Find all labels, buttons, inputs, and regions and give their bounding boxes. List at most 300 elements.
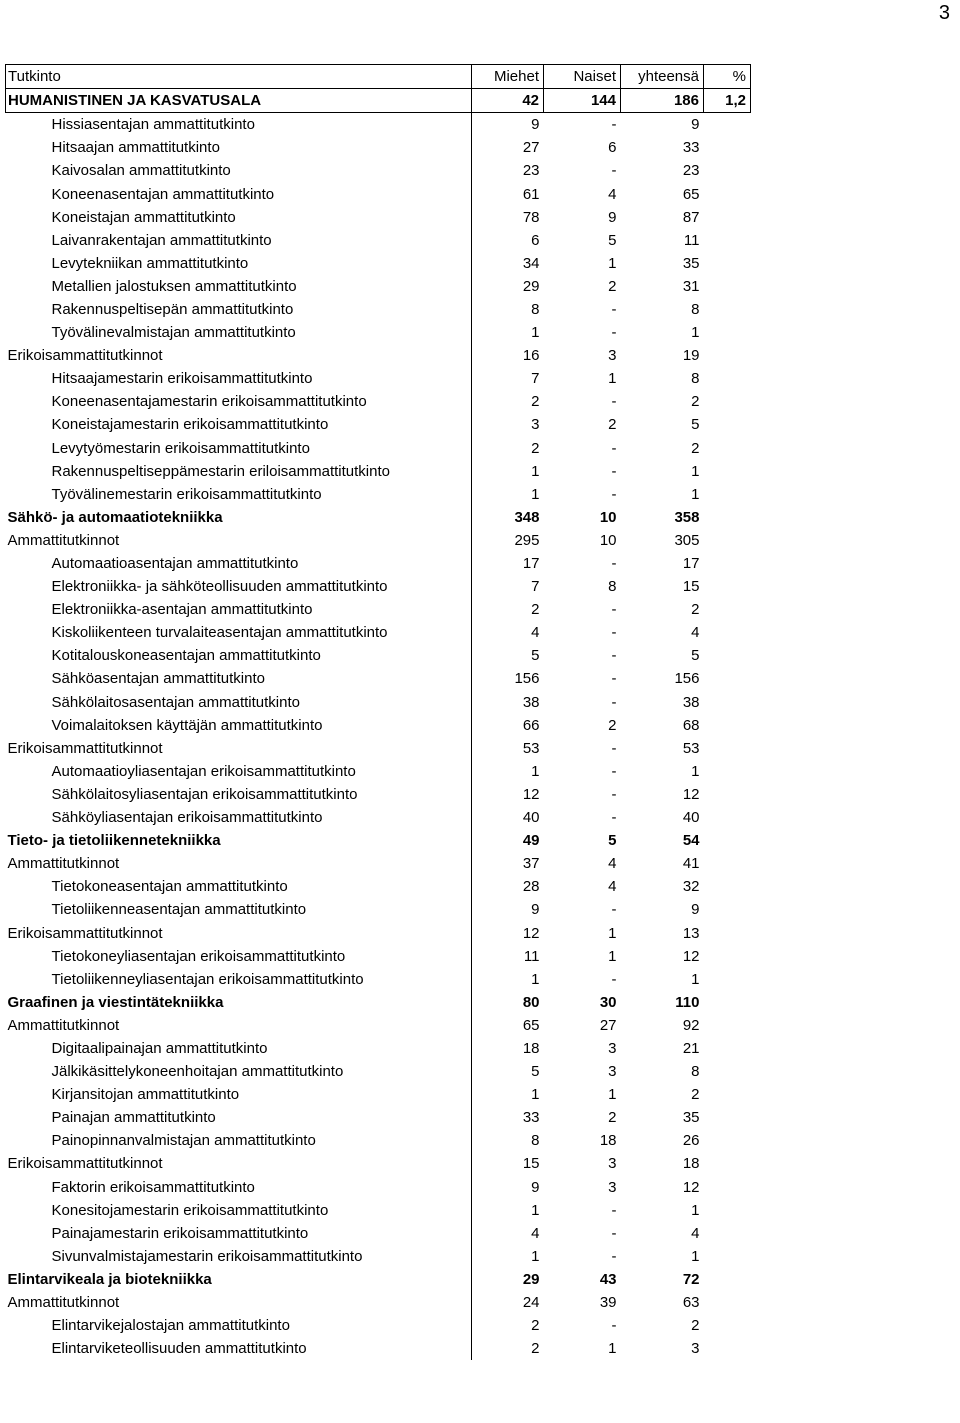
cell-men: 40 [522, 809, 540, 827]
cell-percent [704, 1083, 751, 1106]
table-row [6, 829, 751, 852]
cell-degree-name: Rakennuspeltisepän ammattitutkinto [6, 298, 472, 321]
cell-women: - [611, 462, 617, 480]
cell-women: - [611, 393, 617, 411]
table-row [6, 182, 751, 205]
cell-total: 12 [682, 947, 700, 965]
cell-percent [704, 945, 751, 968]
cell-women: 30 [599, 993, 617, 1011]
cell-degree-name: Koneenasentajan ammattitutkinto [6, 182, 472, 205]
page-number: 3 [938, 2, 950, 24]
cell-percent [704, 182, 751, 205]
table-row [6, 1268, 751, 1291]
cell-total: 1 [691, 1201, 700, 1219]
cell-total: 2 [691, 439, 700, 457]
cell-total: 1 [691, 970, 700, 988]
cell-men: 53 [522, 739, 540, 757]
cell-men: 9 [531, 1178, 540, 1196]
cell-men: 42 [472, 89, 544, 113]
cell-men: 1 [531, 1247, 540, 1265]
cell-women: 5 [608, 231, 617, 249]
cell-degree-name: Painajamestarin erikoisammattitutkinto [6, 1222, 472, 1245]
cell-women: 1 [608, 947, 617, 965]
cell-total: 12 [682, 785, 700, 803]
table-row [6, 898, 751, 921]
cell-percent [704, 1129, 751, 1152]
cell-total: 33 [682, 139, 700, 157]
cell-total: 3 [691, 1340, 700, 1358]
cell-percent [704, 875, 751, 898]
cell-degree-name: Konesitojamestarin erikoisammattitutkinto [6, 1199, 472, 1222]
cell-men: 38 [522, 693, 540, 711]
cell-men: 2 [531, 601, 540, 619]
cell-men: 8 [531, 300, 540, 318]
cell-total: 12 [682, 1178, 700, 1196]
cell-degree-name: Kotitalouskoneasentajan ammattitutkinto [6, 644, 472, 667]
cell-percent [704, 1060, 751, 1083]
cell-women: 3 [608, 1063, 617, 1081]
cell-men: 33 [522, 1109, 540, 1127]
cell-degree-name: Tietoliikenneyliasentajan erikoisammattitutkinto [6, 968, 472, 991]
cell-total: 1 [691, 762, 700, 780]
cell-men: 80 [522, 993, 540, 1011]
cell-men: 1 [531, 970, 540, 988]
cell-total: 186 [621, 89, 704, 113]
cell-degree-name: Laivanrakentajan ammattitutkinto [6, 229, 472, 252]
table-row [6, 252, 751, 275]
table-row [6, 437, 751, 460]
table-row [6, 229, 751, 252]
cell-total: 13 [682, 924, 700, 942]
cell-degree-name: Koneistajan ammattitutkinto [6, 206, 472, 229]
cell-women: 10 [599, 508, 617, 526]
cell-women: 43 [599, 1270, 617, 1288]
table-header-row [6, 65, 751, 89]
cell-women: - [611, 1317, 617, 1335]
cell-degree-name: Sähkö- ja automaatiotekniikka [6, 506, 472, 529]
cell-men: 7 [531, 578, 540, 596]
table-row [6, 1245, 751, 1268]
table-row [6, 598, 751, 621]
cell-women: 2 [608, 277, 617, 295]
cell-percent [704, 691, 751, 714]
cell-total: 21 [682, 1039, 700, 1057]
cell-total: 358 [674, 508, 700, 526]
cell-percent [704, 390, 751, 413]
cell-degree-name: Kaivosalan ammattitutkinto [6, 159, 472, 182]
cell-men: 23 [522, 162, 540, 180]
cell-total: 32 [682, 878, 700, 896]
cell-men: 16 [522, 347, 540, 365]
cell-women: 2 [608, 416, 617, 434]
cell-women: 18 [599, 1132, 617, 1150]
header-degree: Tutkinto [6, 65, 472, 89]
cell-total: 305 [674, 531, 700, 549]
cell-percent [704, 413, 751, 436]
table-row [6, 1314, 751, 1337]
table-row [6, 875, 751, 898]
cell-degree-name: Ammattitutkinnot [6, 1014, 472, 1037]
cell-women: 10 [599, 531, 617, 549]
cell-degree-name: Levytyömestarin erikoisammattitutkinto [6, 437, 472, 460]
cell-percent [704, 506, 751, 529]
table-row [6, 1291, 751, 1314]
cell-women: 144 [544, 89, 621, 113]
cell-degree-name: Elintarviketeollisuuden ammattitutkinto [6, 1337, 472, 1360]
cell-degree-name: Automaatioasentajan ammattitutkinto [6, 552, 472, 575]
cell-men: 5 [531, 647, 540, 665]
cell-total: 4 [691, 1224, 700, 1242]
table-row [6, 991, 751, 1014]
cell-percent [704, 1245, 751, 1268]
cell-total: 8 [691, 300, 700, 318]
cell-percent [704, 321, 751, 344]
cell-degree-name: Faktorin erikoisammattitutkinto [6, 1176, 472, 1199]
cell-women: - [611, 693, 617, 711]
cell-men: 34 [522, 254, 540, 272]
cell-percent [704, 159, 751, 182]
cell-total: 38 [682, 693, 700, 711]
cell-total: 8 [691, 370, 700, 388]
cell-men: 2 [531, 1317, 540, 1335]
cell-men: 66 [522, 716, 540, 734]
cell-total: 9 [691, 116, 700, 134]
cell-degree-name: Tietoliikenneasentajan ammattitutkinto [6, 898, 472, 921]
cell-total: 18 [682, 1155, 700, 1173]
table-row [6, 1176, 751, 1199]
cell-degree-name: Hitsaajamestarin erikoisammattitutkinto [6, 367, 472, 390]
cell-women: - [611, 1201, 617, 1219]
cell-men: 3 [531, 416, 540, 434]
cell-men: 78 [522, 208, 540, 226]
cell-percent [704, 621, 751, 644]
cell-total: 156 [674, 670, 700, 688]
cell-women: 9 [608, 208, 617, 226]
cell-total: 17 [682, 555, 700, 573]
table-body [6, 89, 751, 1361]
cell-men: 65 [522, 1016, 540, 1034]
table-row [6, 113, 751, 137]
cell-women: 3 [608, 1155, 617, 1173]
cell-degree-name: Graafinen ja viestintätekniikka [6, 991, 472, 1014]
cell-percent [704, 783, 751, 806]
cell-percent [704, 1152, 751, 1175]
cell-women: - [611, 739, 617, 757]
cell-women: - [611, 116, 617, 134]
table-row [6, 1060, 751, 1083]
cell-women: - [611, 670, 617, 688]
cell-women: 3 [608, 347, 617, 365]
table-row [6, 206, 751, 229]
cell-men: 1 [531, 485, 540, 503]
cell-percent [704, 1014, 751, 1037]
cell-degree-name: Ammattitutkinnot [6, 529, 472, 552]
cell-percent [704, 206, 751, 229]
table-row [6, 1014, 751, 1037]
cell-percent [704, 483, 751, 506]
table-row [6, 945, 751, 968]
cell-percent [704, 714, 751, 737]
cell-women: 6 [608, 139, 617, 157]
cell-women: - [611, 300, 617, 318]
cell-degree-name: Erikoisammattitutkinnot [6, 737, 472, 760]
table-row [6, 621, 751, 644]
cell-percent [704, 113, 751, 137]
cell-total: 63 [682, 1294, 700, 1312]
cell-total: 35 [682, 254, 700, 272]
cell-men: 17 [522, 555, 540, 573]
cell-total: 23 [682, 162, 700, 180]
cell-total: 15 [682, 578, 700, 596]
cell-women: - [611, 970, 617, 988]
cell-men: 12 [522, 785, 540, 803]
cell-degree-name: Metallien jalostuksen ammattitutkinto [6, 275, 472, 298]
cell-men: 5 [531, 1063, 540, 1081]
cell-degree-name: Erikoisammattitutkinnot [6, 1152, 472, 1175]
cell-women: 3 [608, 1039, 617, 1057]
cell-total: 1 [691, 324, 700, 342]
table-row [6, 1129, 751, 1152]
cell-men: 11 [523, 947, 540, 965]
cell-total: 1 [691, 462, 700, 480]
cell-men: 1 [531, 324, 540, 342]
cell-total: 11 [683, 231, 700, 249]
cell-men: 9 [531, 901, 540, 919]
cell-total: 5 [691, 647, 700, 665]
cell-percent [704, 598, 751, 621]
cell-men: 24 [522, 1294, 540, 1312]
table-row [6, 714, 751, 737]
table-row [6, 460, 751, 483]
cell-total: 1 [691, 485, 700, 503]
cell-total: 65 [682, 185, 700, 203]
cell-percent [704, 968, 751, 991]
cell-women: - [611, 762, 617, 780]
cell-percent [704, 667, 751, 690]
cell-total: 5 [691, 416, 700, 434]
table-row [6, 344, 751, 367]
cell-percent [704, 1268, 751, 1291]
cell-degree-name: Sivunvalmistajamestarin erikoisammattitutkinto [6, 1245, 472, 1268]
table-row [6, 737, 751, 760]
cell-men: 2 [531, 439, 540, 457]
cell-percent [704, 921, 751, 944]
cell-women: - [611, 624, 617, 642]
cell-women: 1 [608, 1340, 617, 1358]
cell-women: 39 [599, 1294, 617, 1312]
cell-women: - [611, 601, 617, 619]
cell-men: 28 [522, 878, 540, 896]
cell-women: - [611, 1247, 617, 1265]
cell-women: 4 [608, 878, 617, 896]
cell-total: 4 [691, 624, 700, 642]
cell-degree-name: Tietokoneasentajan ammattitutkinto [6, 875, 472, 898]
table-row [6, 89, 751, 113]
table-row [6, 783, 751, 806]
cell-total: 41 [682, 855, 700, 873]
table-row [6, 575, 751, 598]
cell-percent [704, 806, 751, 829]
header-percent: % [704, 65, 751, 89]
table-row [6, 644, 751, 667]
table-row [6, 921, 751, 944]
header-men: Miehet [472, 65, 544, 89]
cell-total: 2 [691, 393, 700, 411]
cell-percent [704, 275, 751, 298]
cell-women: - [611, 555, 617, 573]
cell-total: 72 [682, 1270, 700, 1288]
cell-percent [704, 1337, 751, 1360]
cell-percent [704, 898, 751, 921]
cell-degree-name: Hissiasentajan ammattitutkinto [6, 113, 472, 137]
cell-men: 49 [522, 832, 540, 850]
cell-degree-name: Kiskoliikenteen turvalaiteasentajan ammattitutkinto [6, 621, 472, 644]
table-row [6, 806, 751, 829]
cell-total: 68 [682, 716, 700, 734]
table-row [6, 552, 751, 575]
cell-men: 2 [531, 1340, 540, 1358]
cell-men: 1 [531, 462, 540, 480]
cell-degree-name: Sähköyliasentajan erikoisammattitutkinto [6, 806, 472, 829]
table-row [6, 1222, 751, 1245]
cell-percent [704, 1176, 751, 1199]
table-row [6, 760, 751, 783]
cell-total: 19 [682, 347, 700, 365]
cell-percent [704, 1222, 751, 1245]
table-row [6, 968, 751, 991]
cell-percent [704, 252, 751, 275]
cell-men: 29 [522, 1270, 540, 1288]
table-row [6, 1199, 751, 1222]
cell-degree-name: Elektroniikka- ja sähköteollisuuden ammattitutkinto [6, 575, 472, 598]
cell-degree-name: Elintarvikejalostajan ammattitutkinto [6, 1314, 472, 1337]
cell-degree-name: Koneistajamestarin erikoisammattitutkinto [6, 413, 472, 436]
cell-degree-name: Elintarvikeala ja biotekniikka [6, 1268, 472, 1291]
cell-degree-name: Koneenasentajamestarin erikoisammattitutkinto [6, 390, 472, 413]
cell-total: 87 [682, 208, 700, 226]
cell-total: 54 [682, 832, 700, 850]
cell-percent [704, 344, 751, 367]
cell-women: 2 [608, 1109, 617, 1127]
cell-women: 3 [608, 1178, 617, 1196]
table-row [6, 691, 751, 714]
table-row [6, 275, 751, 298]
cell-degree-name: Jälkikäsittelykoneenhoitajan ammattitutkinto [6, 1060, 472, 1083]
cell-men: 4 [531, 1224, 540, 1242]
table-row [6, 483, 751, 506]
cell-percent [704, 829, 751, 852]
table-row [6, 298, 751, 321]
cell-total: 9 [691, 901, 700, 919]
cell-percent [704, 1106, 751, 1129]
cell-degree-name: Voimalaitoksen käyttäjän ammattitutkinto [6, 714, 472, 737]
cell-degree-name: Painopinnanvalmistajan ammattitutkinto [6, 1129, 472, 1152]
cell-total: 110 [675, 993, 700, 1011]
cell-percent: 1,2 [704, 89, 751, 113]
table-row [6, 1083, 751, 1106]
cell-degree-name: Hitsaajan ammattitutkinto [6, 136, 472, 159]
cell-total: 2 [691, 601, 700, 619]
cell-percent [704, 529, 751, 552]
cell-total: 8 [691, 1063, 700, 1081]
cell-degree-name: Rakennuspeltiseppämestarin eriloisammattitutkinto [6, 460, 472, 483]
cell-men: 9 [531, 116, 540, 134]
table-row [6, 1337, 751, 1360]
cell-percent [704, 1314, 751, 1337]
cell-total: 53 [682, 739, 700, 757]
table-row [6, 529, 751, 552]
cell-women: 1 [608, 1086, 617, 1104]
cell-percent [704, 575, 751, 598]
cell-degree-name: Työvälinemestarin erikoisammattitutkinto [6, 483, 472, 506]
cell-degree-name: HUMANISTINEN JA KASVATUSALA [6, 89, 472, 113]
cell-percent [704, 1037, 751, 1060]
cell-men: 61 [522, 185, 540, 203]
header-women: Naiset [544, 65, 621, 89]
cell-degree-name: Sähkölaitosyliasentajan erikoisammattitutkinto [6, 783, 472, 806]
cell-men: 4 [531, 624, 540, 642]
cell-degree-name: Digitaalipainajan ammattitutkinto [6, 1037, 472, 1060]
cell-men: 295 [514, 531, 540, 549]
cell-degree-name: Elektroniikka-asentajan ammattitutkinto [6, 598, 472, 621]
cell-percent [704, 298, 751, 321]
table-row [6, 506, 751, 529]
cell-degree-name: Painajan ammattitutkinto [6, 1106, 472, 1129]
cell-women: 1 [608, 370, 617, 388]
cell-total: 35 [682, 1109, 700, 1127]
cell-percent [704, 1199, 751, 1222]
cell-men: 1 [531, 762, 540, 780]
cell-degree-name: Levytekniikan ammattitutkinto [6, 252, 472, 275]
cell-degree-name: Tietokoneyliasentajan erikoisammattitutkinto [6, 945, 472, 968]
cell-degree-name: Sähköasentajan ammattitutkinto [6, 667, 472, 690]
cell-men: 1 [531, 1201, 540, 1219]
cell-women: 1 [608, 254, 617, 272]
cell-percent [704, 644, 751, 667]
cell-percent [704, 737, 751, 760]
cell-men: 7 [531, 370, 540, 388]
cell-men: 1 [531, 1086, 540, 1104]
cell-men: 6 [531, 231, 540, 249]
cell-women: - [611, 324, 617, 342]
cell-total: 1 [691, 1247, 700, 1265]
cell-degree-name: Tieto- ja tietoliikennetekniikka [6, 829, 472, 852]
cell-total: 26 [682, 1132, 700, 1150]
cell-percent [704, 367, 751, 390]
cell-percent [704, 136, 751, 159]
cell-men: 18 [522, 1039, 540, 1057]
cell-percent [704, 852, 751, 875]
cell-women: - [611, 785, 617, 803]
cell-degree-name: Ammattitutkinnot [6, 1291, 472, 1314]
cell-degree-name: Automaatioyliasentajan erikoisammattitutkinto [6, 760, 472, 783]
table-row [6, 159, 751, 182]
cell-men: 37 [522, 855, 540, 873]
table-row [6, 1106, 751, 1129]
table-row [6, 667, 751, 690]
cell-women: - [611, 809, 617, 827]
cell-percent [704, 552, 751, 575]
cell-percent [704, 991, 751, 1014]
table-row [6, 1037, 751, 1060]
cell-percent [704, 229, 751, 252]
cell-degree-name: Erikoisammattitutkinnot [6, 921, 472, 944]
cell-degree-name: Kirjansitojan ammattitutkinto [6, 1083, 472, 1106]
cell-women: - [611, 901, 617, 919]
cell-women: 27 [599, 1016, 617, 1034]
cell-women: - [611, 162, 617, 180]
table-row [6, 413, 751, 436]
